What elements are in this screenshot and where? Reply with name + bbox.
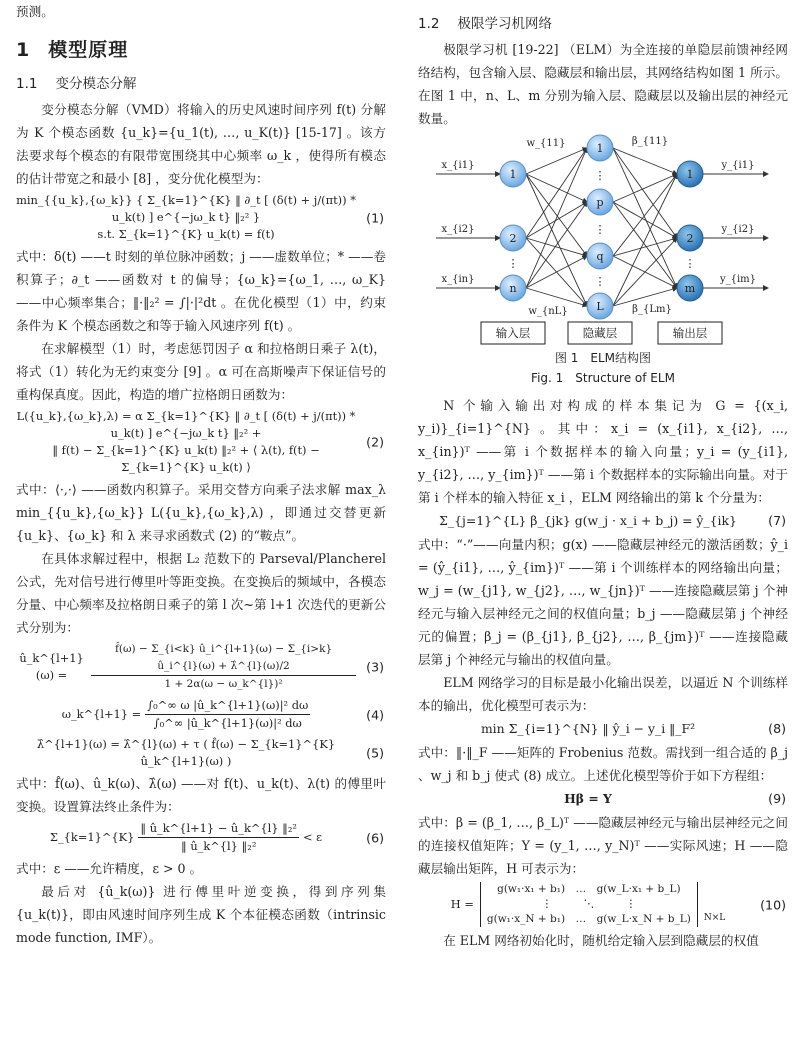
paragraph-sample-set: N 个输入输出对构成的样本集记为 G = {(x_i, y_i)}_{i=1}^{N} 。其中：x_i = (x_{i1}, x_{i2}, …, x_{in})ᵀ ——第 i 个数据样本的输入向量；y_i = (y_{i1}, y_{i2}, …, y_{im})ᵀ ——第 i 个数据样本的实际输出向量。对于第 i 个样本的输入特征 x_i ，ELM 网络输出的第 k 个分量为： [418,398,788,505]
connection-line [526,202,587,238]
weight-label-wnl: w_{nL} [528,306,568,317]
input-label-x: x_{i2} [441,224,475,235]
equation-9 [418,787,788,811]
equation-6-numerator: ‖ û_k^{l+1} − û_k^{l} ‖₂² [138,820,299,838]
paragraph-update-formulas: 在具体求解过程中，根据 L₂ 范数下的 Parseval/Plancherel 公式，先对信号进行傅里叶等距变换。在变换后的频域中，各模态分量、中心频率及拉格朗日乘子的第 l 次~第 l+1 次迭代的更新公式分别为： [16,551,386,635]
output-node-label: 1 [686,168,694,181]
output-node-label: 2 [686,232,694,245]
equation-number: (2) [366,434,384,450]
ellipsis-dots: ⋮ [594,169,606,182]
equation-2-line-2: ‖ f(t) − Σ_{k=1}^{K} u_k(t) ‖₂² + ⟨ λ(t), f(t) − Σ_{k=1}^{K} u_k(t) ⟩ [52,443,320,474]
hidden-node-label: q [596,250,604,263]
equation-10-row-1: g(w₁·x₁ + b₁) … g(w_L·x₁ + b_L) [497,883,681,895]
output-node-label: m [684,282,696,295]
equation-8-body: min Σ_{i=1}^{N} ‖ ŷ_i − y_i ‖_F² [480,721,696,736]
input-node-label: 2 [509,232,517,245]
input-layer-box-label: 输入层 [495,326,531,340]
connection-line [526,288,587,306]
paragraph-vmd-intro: 变分模态分解（VMD）将输入的历史风速时间序列 f(t) 分解为 K 个模态函数 {u_k}={u_1(t), …, u_K(t)} [15-17] 。该方法要求每个模态的有限带宽围绕其中心频率 ω_k ，使得所有模态的估计带宽之和最小 [8] ，变分优化模型为： [16,102,386,186]
hidden-node-label: L [596,300,604,313]
paragraph-elm-intro: 极限学习机 [19-22] （ELM）为全连接的单隐层前馈神经网络结构，包含输入层、隐藏层和输出层，其网络结构如图 1 所示。在图 1 中，n、L、m 分别为输入层、隐藏层以及输出层的神经元数量。 [418,42,788,126]
elm-network-diagram [418,130,788,348]
connection-line [613,174,677,202]
hidden-node-label: 1 [596,142,604,155]
input-label-x: x_{in} [441,274,475,285]
equation-number: (9) [768,791,786,806]
connection-line [613,202,677,238]
paragraph-frobenius: 式中：‖·‖_F ——矩阵的 Frobenius 范数。需找到一组合适的 β_j 、w_j 和 b_j 使式 (8) 成立。上述优化模型等价于如下方程组： [418,745,788,783]
equation-6 [16,818,386,857]
equation-number: (6) [366,830,384,845]
equation-3-lhs: û_k^{l+1}(ω) = [19,651,84,682]
equation-7-body: Σ_{j=1}^{L} β_{jk} g(w_j · x_i + b_j) = ŷ_{ik} [439,513,737,528]
paragraph-imf: 最后对 {û_k(ω)} 进行傅里叶逆变换，得到序列集 {u_k(t)}，即由风速时间序列生成 K 个本征模态函数（intrinsic mode function, IMF）。 [16,884,386,945]
hidden-layer-box-label: 隐藏层 [582,326,618,340]
paragraph-eq1-notation: 式中：δ(t) ——t 时刻的单位脉冲函数；j ——虚数单位；* ——卷积算子；∂_t ——函数对 t 的偏导；{ω_k}={ω_1, …, ω_K} ——中心频率集合；‖·‖₂² = ∫|·|²dt 。在优化模型（1）中，约束条件为 K 个模态函数之和等于输入风速序列 f(t) 。 [16,249,386,333]
equation-6-sum: Σ_{k=1}^{K} [49,830,135,844]
equation-number: (8) [768,721,786,736]
section-1-1-heading [16,72,386,92]
section-1-heading [16,35,386,62]
left-column [16,0,386,1040]
figure-caption-en: Fig. 1 Structure of ELM [531,371,675,385]
subsection-number: 1.1 [16,76,38,92]
equation-10 [418,880,788,929]
section-number: 1 [16,39,31,61]
equation-number: (3) [366,659,384,675]
equation-4-numerator: ∫₀^∞ ω |û_k^{l+1}(ω)|² dω [145,697,310,715]
equation-7 [418,509,788,533]
connection-line [613,174,677,306]
output-label-y: y_{i2} [721,224,755,235]
equation-number: (7) [768,513,786,528]
output-label-y: y_{im} [719,274,757,285]
equation-1-objective: min_{{u_k},{ω_k}} { Σ_{k=1}^{K} ‖ ∂_t [ (δ(t) + j/(πt)) * u_k(t) ] e^{−jω_k t} ‖₂² } [16,193,356,224]
right-column [418,0,788,1040]
equation-10-row-2: ⋮ ⋱ ⋮ [541,898,637,910]
section-title: 模型原理 [48,39,129,61]
equation-1 [16,190,386,245]
paragraph-epsilon: 式中：ε ——允许精度，ε > 0 。 [16,861,203,876]
connection-line [526,256,587,288]
figure-elm-structure [418,130,788,348]
paragraph-eq7-notation: 式中：“·”——向量内积；g(x) ——隐藏层神经元的激活函数；ŷ_i = (ŷ_{i1}, …, ŷ_{im})ᵀ ——第 i 个训练样本的网络输出向量；w_j = (w_{j1}, w_{j2}, …, w_{jn})ᵀ ——连接隐藏层第 j 个神经元与输入层神经元之间的权值向量；b_j ——隐藏层第 j 个神经元的偏置；β_j = (β_{j1}, β_{j2}, …, β_{jm})ᵀ ——连接隐藏层第 j 个神经元与输出的权值向量。 [418,537,788,667]
connection-line [613,238,677,306]
equation-2 [16,406,386,478]
equation-3-denominator: 1 + 2α(ω − ω_k^{l})² [164,678,283,690]
hidden-node-label: p [596,196,604,209]
equation-6-rhs: < ε [302,830,323,844]
equation-3-numerator: f̂(ω) − Σ_{i<k} û_i^{l+1}(ω) − Σ_{i>k} û_i^{l}(ω) + λ̂^{l}(ω)/2 [91,641,356,676]
ellipsis-dots: ⋮ [594,275,606,288]
connection-line [613,148,677,288]
paragraph-learning-target: ELM 网络学习的目标是最小化输出误差，以逼近 N 个训练样本的输出，优化模型可表示为： [418,675,788,713]
connection-line [526,174,587,202]
equation-number: (5) [366,745,384,761]
equation-10-row-3: g(w₁·x_N + b₁) … g(w_L·x_N + b_L) [486,913,691,925]
output-layer-box-label: 输出层 [672,326,708,340]
intro-line: 预测。 [16,4,54,19]
equation-number: (4) [366,707,384,722]
input-node-label: n [509,282,517,295]
equation-10-subscript: N×L [703,913,726,923]
equation-5-body: λ̂^{l+1}(ω) = λ̂^{l}(ω) + τ ( f̂(ω) − Σ_{k=1}^{K} û_k^{l+1}(ω) ) [36,737,336,768]
weight-label-betalm: β_{Lm} [632,304,672,315]
subsection-title: 变分模态分解 [55,76,137,92]
figure-caption-cn: 图 1 ELM结构图 [554,351,652,365]
paragraph-hidden-matrix: 式中：β = (β_1, …, β_L)ᵀ ——隐藏层神经元与输出层神经元之间的连接权值矩阵；Y = (y_1, …, y_N)ᵀ ——实际风速；H ——隐藏层输出矩阵，H 可表示为： [418,815,788,876]
paragraph-elm-init: 在 ELM 网络初始化时，随机给定输入层到隐藏层的权值 [443,933,759,948]
equation-number: (1) [366,210,384,225]
ellipsis-dots: ⋮ [507,257,519,270]
connection-line [526,148,587,288]
output-label-y: y_{i1} [721,160,755,171]
paragraph-fourier-notation: 式中：f̂(ω)、û_k(ω)、λ̂(ω) ——对 f(t)、u_k(t)、λ(t) 的傅里叶变换。设置算法终止条件为： [16,776,386,814]
subsection-title: 极限学习机网络 [457,16,552,32]
input-label-x: x_{i1} [441,160,475,171]
weight-label-beta11: β_{11} [631,136,669,147]
paragraph-lagrange: 在求解模型（1）时，考虑惩罚因子 α 和拉格朗日乘子 λ(t)，将式（1）转化为无约束变分 [9] 。α 可在高斯噪声下保证信号的重构保真度。因此，构造的增广拉格朗日函数为： [16,341,386,402]
equation-4-denominator: ∫₀^∞ |û_k^{l+1}(ω)|² dω [153,716,302,730]
equation-9-body: Hβ = Y [564,791,612,806]
equation-1-constraint: s.t. Σ_{k=1}^{K} u_k(t) = f(t) [97,227,275,241]
equation-5 [16,734,386,772]
weight-label-w11: w_{11} [526,138,566,149]
equation-4-lhs: ω_k^{l+1} = [61,707,142,721]
equation-3 [16,639,386,695]
subsection-number: 1.2 [418,16,440,32]
equation-number: (10) [760,897,786,912]
equation-4 [16,695,386,734]
equation-8 [418,717,788,741]
equation-2-line-1: L({u_k},{ω_k},λ) = α Σ_{k=1}^{K} ‖ ∂_t [ (δ(t) + j/(πt)) * u_k(t) ] e^{−jω_k t} ‖₂² + [16,409,356,440]
paragraph-eq2-notation: 式中：⟨·,·⟩ ——函数内积算子。采用交替方向乘子法求解 max_λ min_{{u_k},{ω_k}} L({u_k},{ω_k},λ) ，即通过交替更新 {u_k}、{ω_k} 和 λ 来寻求函数式 (2) 的“鞍点”。 [16,482,386,543]
ellipsis-dots: ⋮ [684,257,696,270]
equation-6-denominator: ‖ û_k^{l} ‖₂² [181,839,257,853]
ellipsis-dots: ⋮ [594,223,606,236]
section-1-2-heading [418,12,788,32]
input-node-label: 1 [509,168,517,181]
equation-10-lhs: H = [450,897,474,911]
